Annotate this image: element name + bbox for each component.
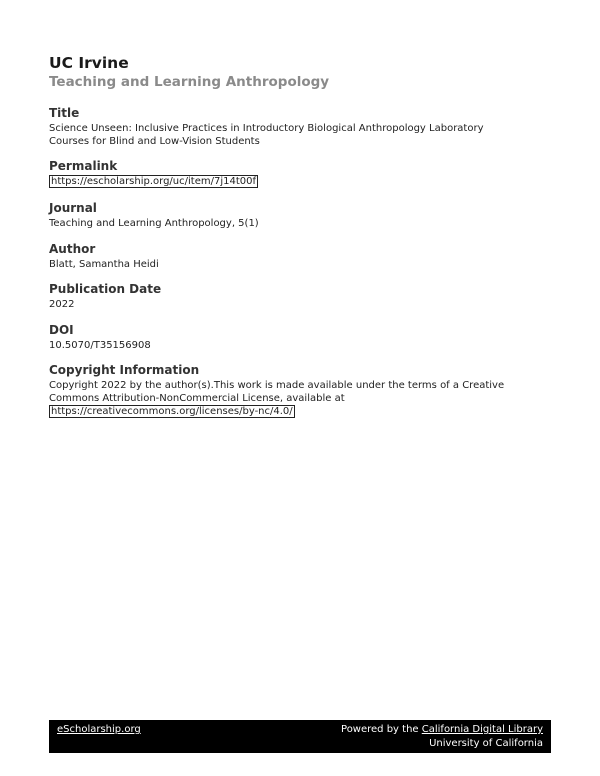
title-value: [49, 122, 484, 148]
permalink-section: [49, 159, 258, 188]
cdl-link[interactable]: California Digital Library: [421, 724, 543, 735]
author-value: Blatt, Samantha Heidi: [49, 259, 159, 270]
university-name: University of California: [429, 738, 543, 749]
campus-name: UC Irvine: [49, 54, 129, 72]
title-line-1: Science Unseen: Inclusive Practices in Introductory Biological Anthropology Laboratory: [49, 123, 484, 134]
footer-bar: [49, 720, 551, 753]
copyright-line-2: Commons Attribution-NonCommercial License, available at: [49, 393, 345, 404]
permalink-label: Permalink: [49, 159, 118, 173]
title-label: Title: [49, 106, 80, 120]
document-page: [49, 54, 549, 417]
journal-section: [49, 201, 259, 230]
license-link[interactable]: https://creativecommons.org/licenses/by-nc/4.0/: [51, 406, 293, 417]
escholarship-link[interactable]: eScholarship.org: [57, 724, 141, 735]
author-label: Author: [49, 242, 96, 256]
title-section: [49, 106, 484, 148]
publication-date-value: 2022: [49, 299, 75, 310]
title-line-2: Courses for Blind and Low-Vision Students: [49, 136, 260, 147]
copyright-line-1: Copyright 2022 by the author(s).This work is made available under the terms of a Creative: [49, 380, 505, 391]
doi-value: 10.5070/T35156908: [49, 340, 151, 351]
copyright-value: [49, 379, 549, 418]
series-name: Teaching and Learning Anthropology: [49, 74, 330, 90]
author-section: [49, 242, 159, 271]
permalink-link[interactable]: https://escholarship.org/uc/item/7j14t00f: [51, 176, 256, 187]
copyright-label: Copyright Information: [49, 363, 200, 377]
powered-by-text: Powered by the: [341, 724, 422, 735]
journal-label: Journal: [49, 201, 97, 215]
doi-label: DOI: [49, 323, 74, 337]
doi-section: [49, 323, 151, 352]
publication-date-section: [49, 282, 161, 311]
journal-value: Teaching and Learning Anthropology, 5(1): [49, 218, 259, 229]
copyright-section: [49, 363, 549, 418]
publication-date-label: Publication Date: [49, 282, 162, 296]
